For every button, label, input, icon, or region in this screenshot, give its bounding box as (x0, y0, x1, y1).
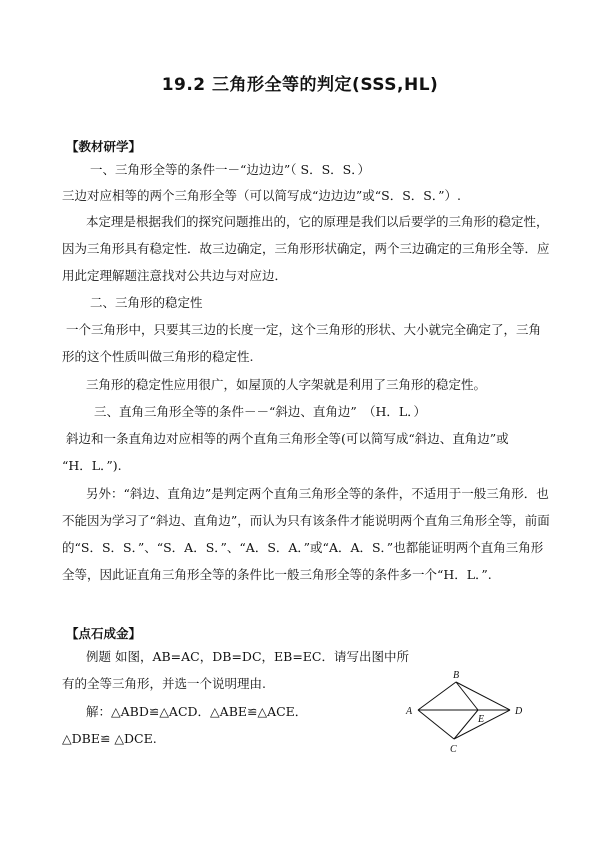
example-line: 有的全等三角形，并选一个说明理由. (62, 676, 266, 691)
text-line: 因为三角形具有稳定性．故三边确定，三角形形状确定，两个三边确定的三角形全等．应 (62, 241, 550, 256)
page-title: 19.2 三角形全等的判定(SSS,HL) (161, 75, 439, 95)
text-line: 一个三角形中，只要其三边的长度一定，这个三角形的形状、大小就完全确定了，三角 (66, 322, 542, 337)
text-line: 三、直角三角形全等的条件－－“斜边、直角边” （H．L．） (94, 404, 426, 419)
section-heading-example: 【点石成金】 (66, 626, 142, 641)
text-line: 全等，因此证直角三角形全等的条件比一般三角形全等的条件多一个“H．L．”. (62, 567, 492, 582)
text-line: 另外：“斜边、直角边”是判定两个直角三角形全等的条件，不适用于一般三角形．也 (86, 486, 549, 501)
text-line: 用此定理解题注意找对公共边与对应边． (62, 268, 288, 283)
text-line: 一、三角形全等的条件一－“边边边”（ S．S．S．） (90, 162, 370, 177)
label-a: A (406, 706, 413, 717)
section-heading-study: 【教材研学】 (66, 139, 142, 154)
text-line: 斜边和一条直角边对应相等的两个直角三角形全等(可以简写成“斜边、直角边”或 (66, 431, 509, 446)
text-line: 三边对应相等的两个三角形全等（可以简写成“边边边”或“S．S．S．”）. (62, 188, 461, 203)
label-e: E (478, 714, 485, 725)
label-b: B (453, 670, 460, 681)
label-d: D (515, 706, 523, 717)
geometry-figure (398, 670, 548, 760)
solution-line: △DBE≌ △DCE. (62, 731, 157, 746)
text-line: 不能因为学习了“斜边、直角边”，而认为只有该条件才能说明两个直角三角形全等，前面 (62, 513, 550, 528)
solution-line: 解：△ABD≌△ACD．△ABE≌△ACE． (86, 704, 308, 719)
text-line: 形的这个性质叫做三角形的稳定性. (62, 349, 254, 364)
example-line: 例题 如图，AB=AC，DB=DC，EB=EC．请写出图中所 (86, 649, 409, 664)
label-c: C (450, 744, 457, 755)
text-line: 三角形的稳定性应用很广，如屋顶的人字架就是利用了三角形的稳定性。 (86, 377, 487, 392)
text-line: 二、三角形的稳定性 (90, 295, 203, 310)
text-line: 本定理是根据我们的探究问题推出的，它的原理是我们以后要学的三角形的稳定性， (86, 214, 549, 229)
text-line: “H．L．”). (62, 458, 122, 473)
text-line: 的“S．S．S．”、“S．A．S．”、“A．S．A．”或“A．A．S．”也都能证明两个直角三角形 (62, 540, 544, 555)
